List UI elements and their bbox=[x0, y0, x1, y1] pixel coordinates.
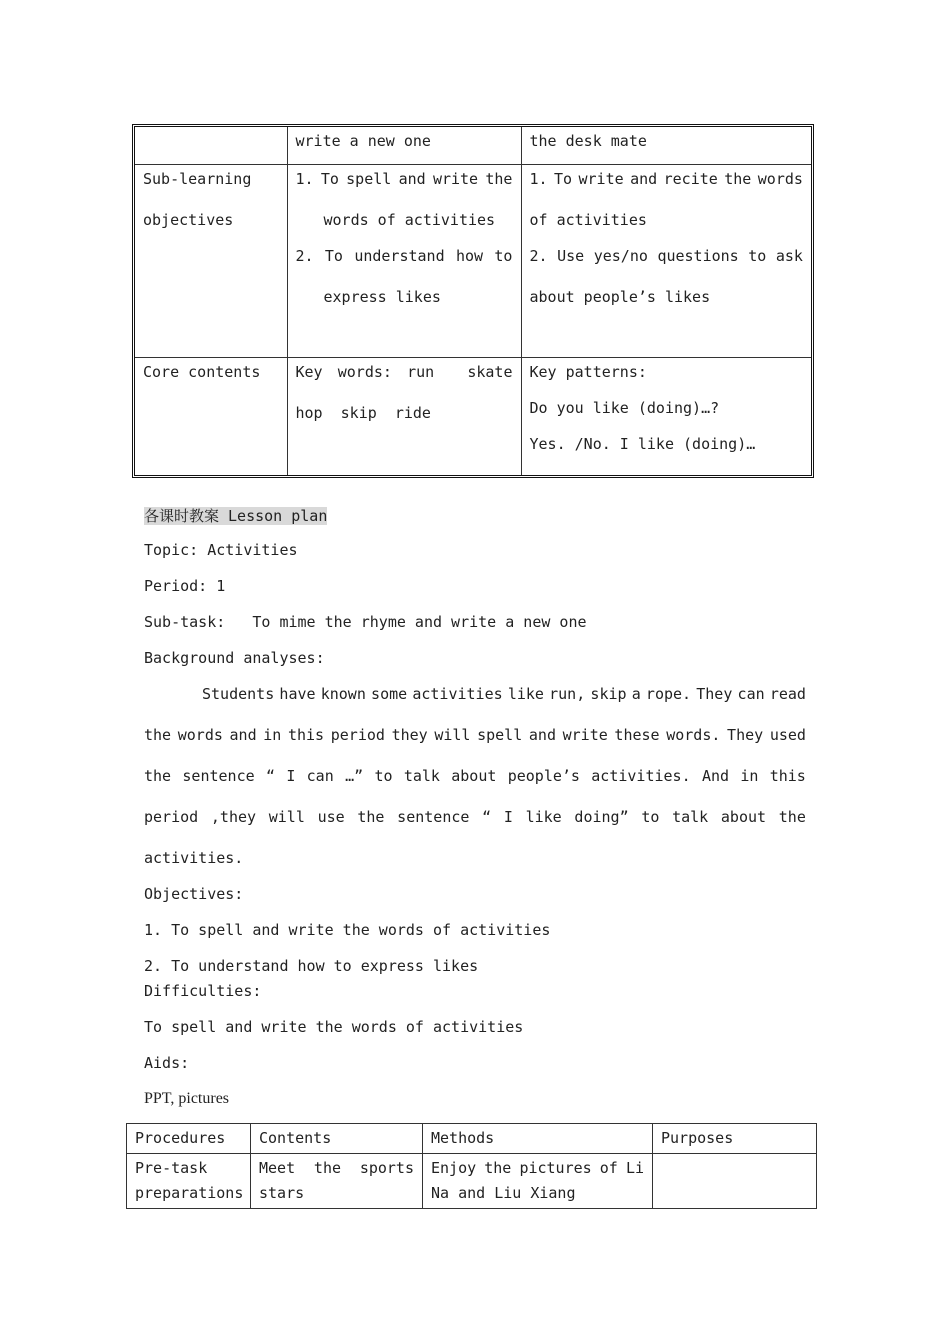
word: “ bbox=[265, 767, 275, 785]
word: the bbox=[357, 808, 385, 826]
word: use bbox=[317, 808, 345, 826]
difficulties-label: Difficulties: bbox=[144, 982, 262, 1000]
word: and bbox=[229, 726, 257, 744]
background-paragraph-line bbox=[144, 726, 806, 744]
word: spell bbox=[477, 726, 523, 744]
table-cell-empty bbox=[135, 127, 287, 164]
cell-text: Na and Liu Xiang bbox=[431, 1184, 576, 1202]
word: …” bbox=[345, 767, 364, 785]
cell-line bbox=[431, 1156, 644, 1181]
cell-text: Pre-task bbox=[135, 1159, 208, 1177]
objectives-table bbox=[132, 124, 814, 478]
background-paragraph-line: activities. bbox=[144, 849, 244, 867]
list-item bbox=[530, 248, 804, 264]
word: To bbox=[554, 169, 573, 188]
row-label-core-contents bbox=[135, 357, 287, 475]
word: write bbox=[562, 726, 608, 744]
table-cell bbox=[521, 164, 811, 357]
table-header-row bbox=[127, 1124, 817, 1154]
word: words. bbox=[666, 726, 721, 744]
word: They bbox=[696, 685, 733, 703]
word: “ bbox=[482, 808, 492, 826]
cell-text: Key patterns: bbox=[529, 362, 647, 381]
word: skate bbox=[467, 362, 513, 381]
word: Students bbox=[202, 685, 275, 703]
list-number: 1. bbox=[295, 169, 314, 188]
key-words-line bbox=[296, 364, 513, 380]
word: to bbox=[494, 246, 513, 265]
word: the bbox=[485, 169, 513, 188]
word: to bbox=[374, 767, 393, 785]
table-row bbox=[135, 127, 811, 164]
word: period bbox=[144, 808, 199, 826]
word: to bbox=[641, 808, 660, 826]
cell-text: express likes bbox=[323, 287, 441, 306]
word: some bbox=[371, 685, 408, 703]
word: talk bbox=[403, 767, 440, 785]
cell-text: Core contents bbox=[143, 362, 261, 381]
difficulties-text: To spell and write the words of activities bbox=[144, 1018, 524, 1036]
objective-item: 2. To understand how to express likes bbox=[144, 957, 479, 975]
word: words bbox=[177, 726, 223, 744]
table-cell bbox=[521, 127, 811, 164]
topic-line: Topic: Activities bbox=[144, 541, 298, 559]
table-row bbox=[127, 1154, 817, 1209]
word: Key bbox=[295, 362, 323, 381]
table-row bbox=[135, 164, 811, 357]
table-cell bbox=[521, 357, 811, 475]
word: I bbox=[503, 808, 513, 826]
word: a bbox=[631, 685, 641, 703]
word: these bbox=[614, 726, 660, 744]
word: talk bbox=[672, 808, 709, 826]
word: pictures bbox=[519, 1159, 592, 1177]
word: the bbox=[778, 808, 806, 826]
word: sports bbox=[359, 1159, 414, 1177]
word: questions bbox=[657, 246, 739, 265]
word: and bbox=[398, 169, 426, 188]
word: sentence bbox=[182, 767, 255, 785]
word: read bbox=[769, 685, 806, 703]
word: will bbox=[434, 726, 471, 744]
table-cell bbox=[287, 164, 521, 357]
list-number: 1. bbox=[529, 169, 548, 188]
purposes-cell bbox=[653, 1154, 817, 1209]
word: this bbox=[287, 726, 325, 744]
word: Meet bbox=[259, 1159, 296, 1177]
cell-text: stars bbox=[259, 1184, 305, 1202]
word: rope. bbox=[645, 685, 692, 703]
word: the bbox=[313, 1159, 342, 1177]
word: And bbox=[701, 767, 730, 785]
objectives-label: Objectives: bbox=[144, 885, 244, 903]
word: like bbox=[525, 808, 562, 826]
aids-label: Aids: bbox=[144, 1054, 190, 1072]
column-header: Purposes bbox=[653, 1124, 817, 1154]
procedure-table bbox=[126, 1123, 817, 1209]
word: They bbox=[727, 726, 764, 744]
word: doing” bbox=[574, 808, 629, 826]
word: recite bbox=[663, 169, 718, 188]
word: and bbox=[630, 169, 658, 188]
background-paragraph-line bbox=[144, 767, 806, 785]
heading-text: 各课时教案 Lesson plan bbox=[144, 507, 328, 525]
background-paragraph-line bbox=[144, 808, 806, 826]
cell-text: words of activities bbox=[323, 210, 496, 229]
methods-cell bbox=[423, 1154, 653, 1209]
cell-text: about people’s likes bbox=[529, 287, 711, 306]
objectives-table-grid bbox=[135, 127, 811, 475]
word: have bbox=[279, 685, 316, 703]
cell-text: preparations bbox=[135, 1184, 244, 1202]
word: sentence bbox=[397, 808, 470, 826]
column-header: Methods bbox=[423, 1124, 653, 1154]
word: yes/no bbox=[593, 246, 648, 265]
word: spell bbox=[346, 169, 392, 188]
word: how bbox=[455, 246, 484, 265]
word: ask bbox=[775, 246, 803, 265]
word: about bbox=[720, 808, 767, 826]
word: the bbox=[724, 169, 752, 188]
word: in bbox=[740, 767, 759, 785]
cell-line bbox=[259, 1156, 414, 1181]
word: they bbox=[391, 726, 428, 744]
word: run, bbox=[549, 685, 586, 703]
cell-text: of activities bbox=[529, 210, 647, 229]
table-cell bbox=[287, 127, 521, 164]
period-line: Period: 1 bbox=[144, 577, 226, 595]
word: Use bbox=[557, 246, 585, 265]
cell-text: write a new one bbox=[295, 132, 431, 150]
word: can bbox=[737, 685, 765, 703]
word: words: bbox=[337, 362, 392, 381]
cell-text: objectives bbox=[143, 210, 234, 229]
word: To bbox=[324, 246, 343, 265]
word: will bbox=[268, 808, 305, 826]
objective-item: 1. To spell and write the words of activities bbox=[144, 921, 551, 939]
word: about bbox=[451, 767, 497, 785]
word: write bbox=[432, 169, 479, 188]
word: Enjoy bbox=[431, 1159, 477, 1177]
word: like bbox=[507, 685, 544, 703]
row-label-sub-learning bbox=[135, 164, 287, 357]
column-header: Procedures bbox=[127, 1124, 251, 1154]
cell-text: hop skip ride bbox=[295, 403, 431, 422]
word: run bbox=[407, 362, 435, 381]
word: period bbox=[330, 726, 385, 744]
word: activities bbox=[412, 685, 503, 703]
word: this bbox=[769, 767, 806, 785]
table-cell bbox=[287, 357, 521, 475]
word: activities. bbox=[591, 767, 691, 785]
list-number: 2. bbox=[295, 246, 314, 265]
aids-text: PPT, pictures bbox=[144, 1090, 230, 1107]
word: known bbox=[320, 685, 366, 703]
word: ,they bbox=[210, 808, 257, 826]
cell-text: Do you like (doing)…? bbox=[529, 398, 720, 417]
cell-text: Sub-learning bbox=[143, 169, 252, 188]
word: understand bbox=[354, 246, 445, 265]
word: the bbox=[484, 1159, 512, 1177]
word: the bbox=[144, 726, 172, 744]
list-item bbox=[296, 171, 513, 187]
word: the bbox=[144, 767, 172, 785]
subtask-line: Sub-task: To mime the rhyme and write a new one bbox=[144, 613, 587, 631]
column-header: Contents bbox=[251, 1124, 423, 1154]
list-item bbox=[530, 171, 804, 187]
lesson-plan-heading bbox=[144, 505, 327, 526]
word: in bbox=[263, 726, 282, 744]
word: of bbox=[599, 1159, 618, 1177]
procedure-cell bbox=[127, 1154, 251, 1209]
background-label: Background analyses: bbox=[144, 649, 325, 667]
word: can bbox=[306, 767, 334, 785]
contents-cell bbox=[251, 1154, 423, 1209]
word: to bbox=[748, 246, 767, 265]
word: people’s bbox=[507, 767, 580, 785]
cell-text: Yes. /No. I like (doing)… bbox=[529, 434, 756, 453]
list-number: 2. bbox=[529, 246, 548, 265]
background-paragraph-line bbox=[202, 685, 806, 703]
word: I bbox=[286, 767, 296, 785]
word: used bbox=[769, 726, 806, 744]
table-row bbox=[135, 357, 811, 475]
word: Li bbox=[625, 1159, 644, 1177]
word: skip bbox=[590, 685, 627, 703]
word: and bbox=[528, 726, 556, 744]
word: To bbox=[320, 169, 339, 188]
word: words bbox=[757, 169, 803, 188]
list-item bbox=[296, 248, 513, 264]
cell-text: the desk mate bbox=[529, 132, 647, 150]
word: write bbox=[578, 169, 624, 188]
